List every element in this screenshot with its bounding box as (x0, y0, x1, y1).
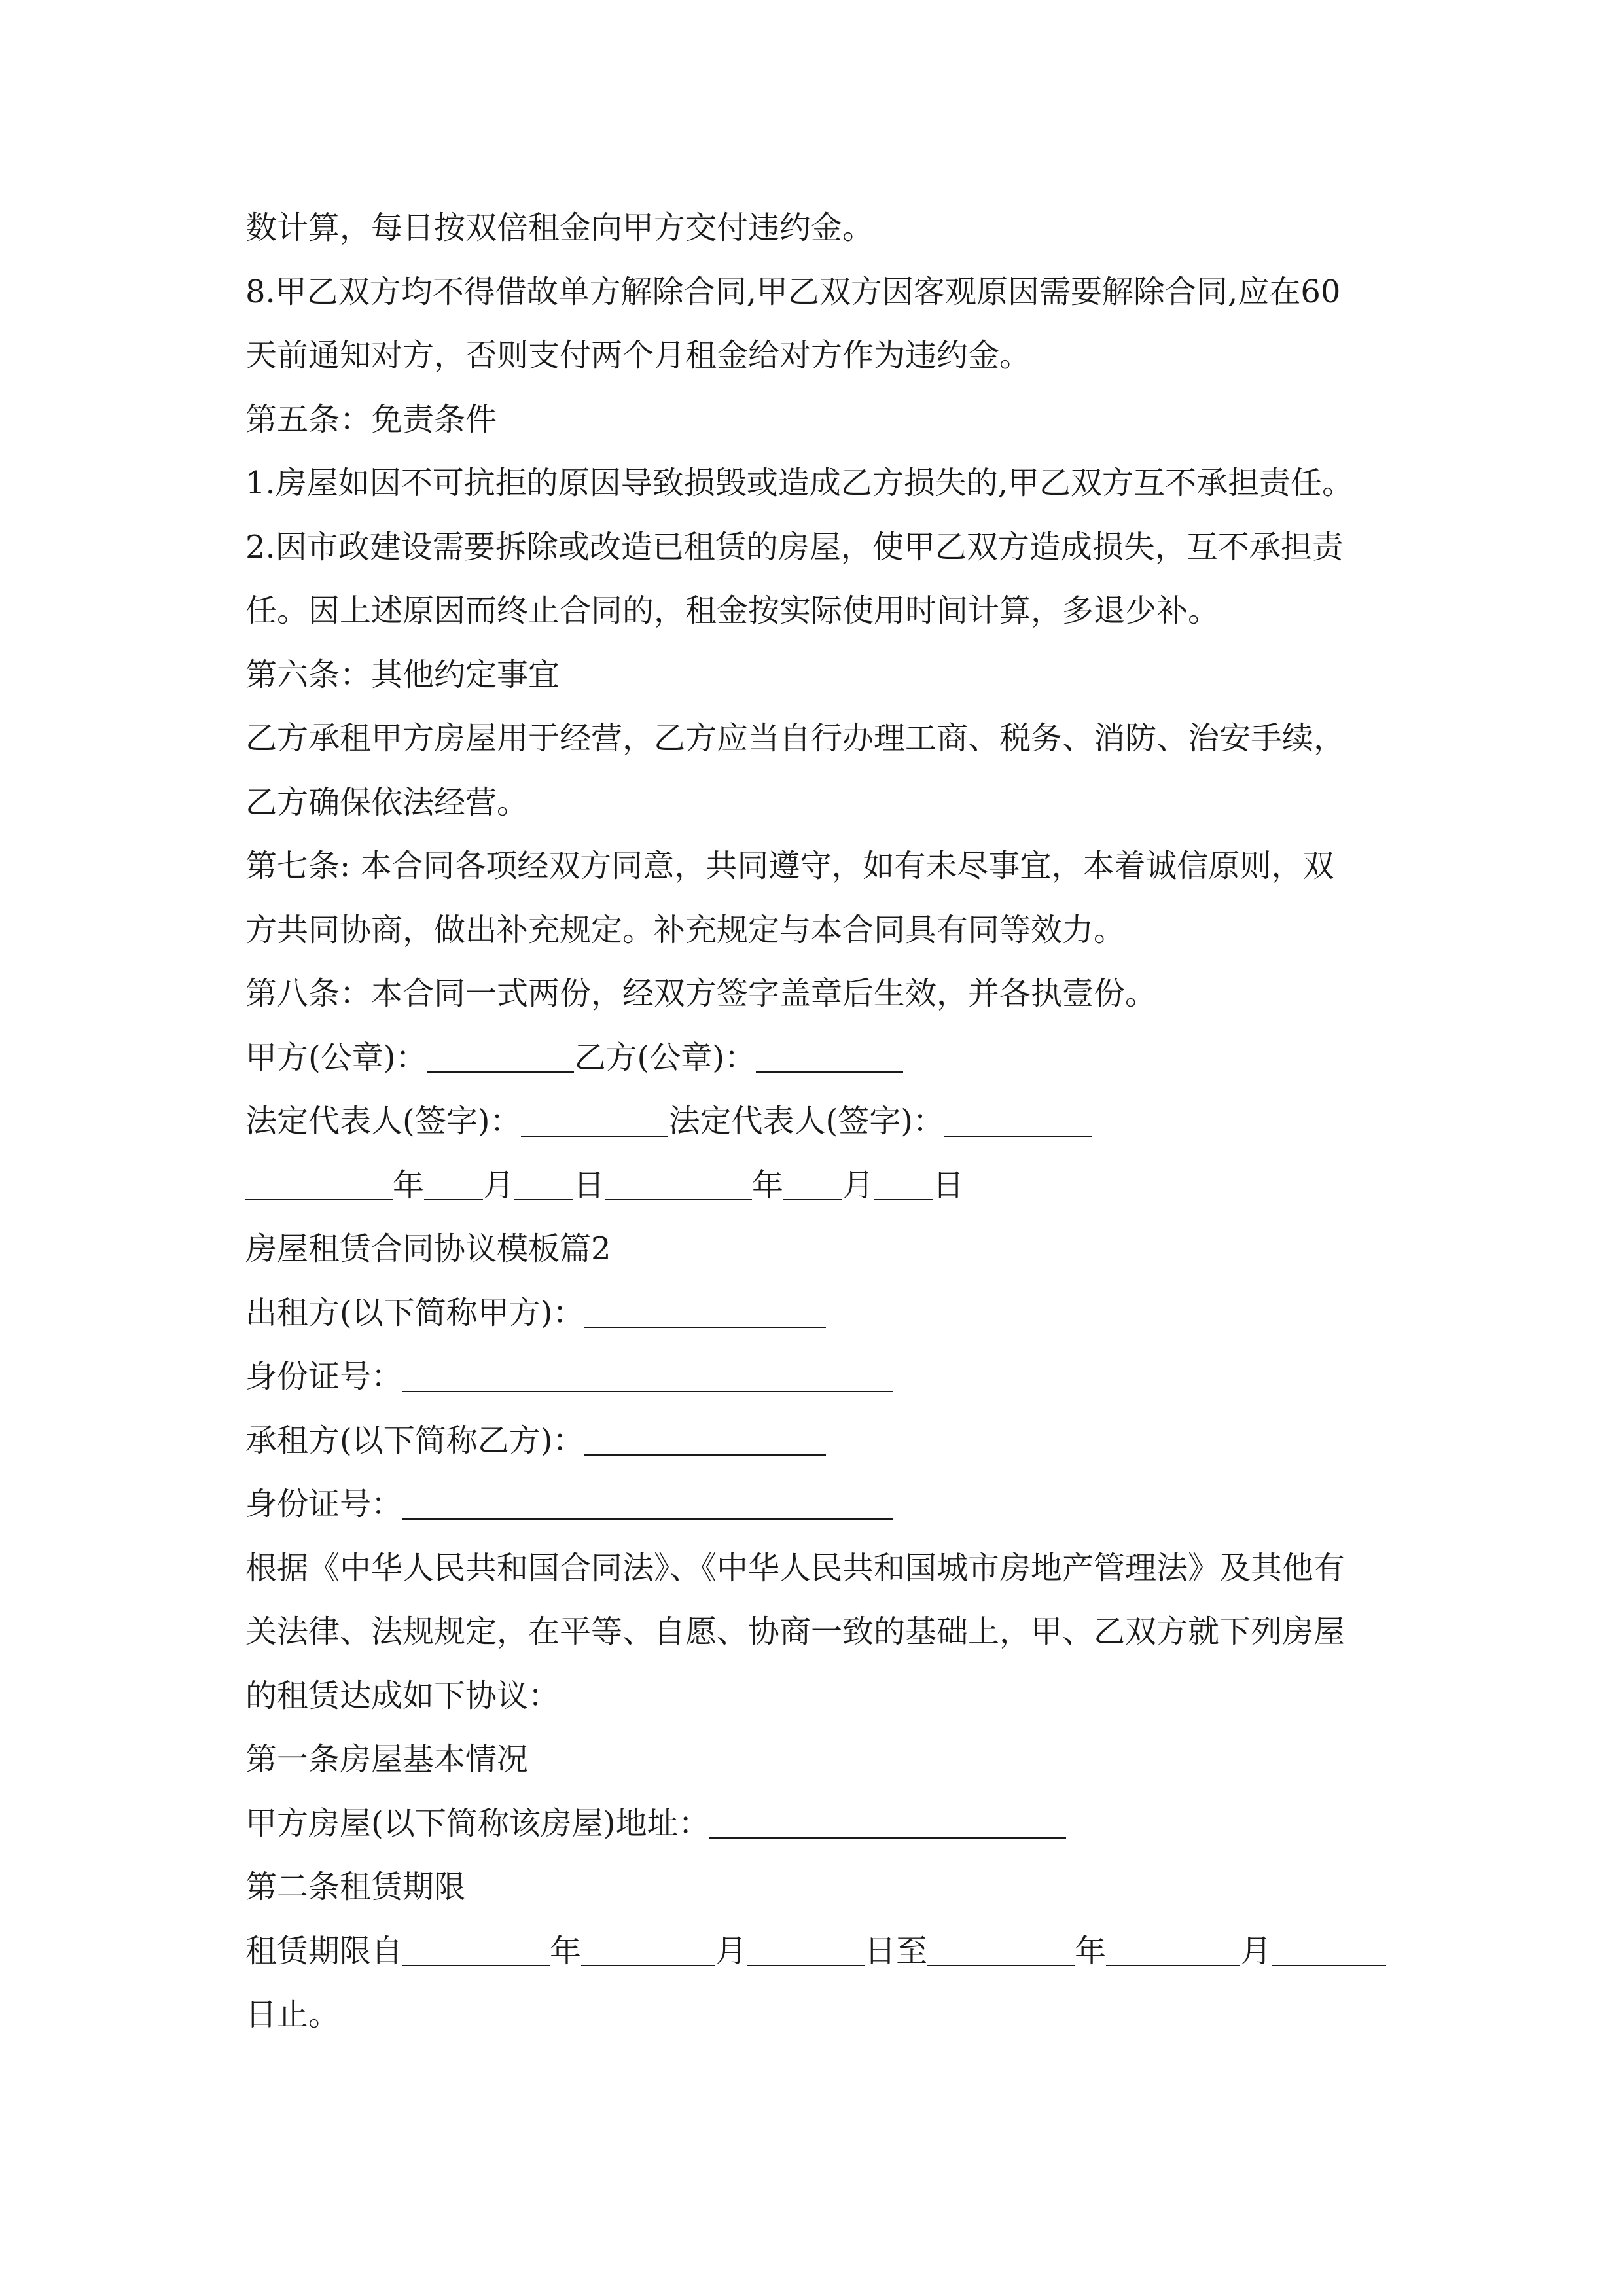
representative-line (245, 1090, 1397, 1154)
party-a-rep-blank (521, 1102, 668, 1137)
year-label: 年 (393, 1166, 425, 1204)
party-a-rep-label: 法定代表人(签字)： (245, 1103, 522, 1139)
party-b-seal-blank (756, 1037, 903, 1073)
start-month-blank (581, 1931, 715, 1966)
id-label: 身份证号： (245, 1486, 403, 1522)
party-a-month-blank (424, 1165, 483, 1200)
term-line (245, 1920, 1397, 1984)
day-label: 日 (933, 1166, 965, 1204)
paragraph-line: 的租赁达成如下协议： (245, 1677, 560, 1714)
party-b-rep-blank (944, 1102, 1092, 1137)
id-line-1 (245, 1345, 1397, 1409)
paragraph-line: 关法律、法规规定，在平等、自愿、协商一致的基础上，甲、乙双方就下列房屋 (245, 1613, 1346, 1650)
lessee-line (245, 1409, 1397, 1473)
date-line (245, 1154, 1397, 1218)
year-label: 年 (550, 1932, 582, 1969)
lessee-blank (584, 1420, 826, 1456)
paragraph-line: 8.甲乙双方均不得借故单方解除合同,甲乙双方因客观原因需要解除合同,应在60 (245, 273, 1341, 310)
paragraph-line: 2.因市政建设需要拆除或改造已租赁的房屋，使甲乙双方造成损失，互不承担责 (245, 528, 1344, 565)
term-start-label: 租赁期限自 (245, 1932, 403, 1969)
start-day-blank (747, 1931, 865, 1966)
paragraph-line: 任。因上述原因而终止合同的，租金按实际使用时间计算，多退少补。 (245, 592, 1220, 629)
end-year-blank (927, 1931, 1075, 1966)
lessor-line (245, 1282, 1397, 1346)
term-to-label: 日至 (865, 1932, 928, 1969)
article-heading: 第二条租赁期限 (245, 1869, 466, 1905)
id-line-2 (245, 1473, 1397, 1537)
lessor-label: 出租方(以下简称甲方)： (245, 1294, 584, 1331)
end-month-blank (1106, 1931, 1240, 1966)
party-b-seal-label: 乙方(公章)： (574, 1039, 756, 1076)
party-b-month-blank (783, 1165, 842, 1200)
id-label: 身份证号： (245, 1358, 403, 1395)
article-heading: 第一条房屋基本情况 (245, 1741, 529, 1778)
end-day-blank (1272, 1931, 1386, 1966)
paragraph-line: 乙方确保依法经营。 (245, 783, 529, 821)
month-label: 月 (1240, 1932, 1272, 1969)
article-heading: 第六条：其他约定事宜 (245, 656, 560, 693)
year-label: 年 (752, 1166, 784, 1204)
lessor-blank (584, 1293, 826, 1328)
paragraph-line: 方共同协商，做出补充规定。补充规定与本合同具有同等效力。 (245, 911, 1126, 948)
lessee-label: 承租方(以下简称乙方)： (245, 1422, 584, 1459)
paragraph-line: 第七条: 本合同各项经双方同意，共同遵守，如有未尽事宜，本着诚信原则，双 (245, 848, 1334, 884)
document-body (245, 196, 1397, 2047)
start-year-blank (402, 1931, 550, 1966)
paragraph-line: 第八条：本合同一式两份，经双方签字盖章后生效，并各执壹份。 (245, 975, 1157, 1012)
paragraph-line: 数计算，每日按双倍租金向甲方交付违约金。 (245, 209, 874, 246)
party-a-day-blank (514, 1165, 573, 1200)
month-label: 月 (842, 1166, 874, 1204)
article-heading: 第五条：免责条件 (245, 401, 497, 438)
party-b-day-blank (874, 1165, 933, 1200)
year-label: 年 (1075, 1932, 1107, 1969)
paragraph-line: 天前通知对方，否则支付两个月租金给对方作为违约金。 (245, 337, 1031, 374)
seal-line (245, 1026, 1397, 1090)
party-a-seal-label: 甲方(公章)： (245, 1039, 427, 1076)
id-blank-2 (402, 1484, 893, 1520)
day-label: 日 (573, 1166, 605, 1204)
month-label: 月 (483, 1166, 515, 1204)
party-a-year-blank (245, 1165, 393, 1200)
address-label: 甲方房屋(以下简称该房屋)地址： (245, 1804, 710, 1842)
term-end-line: 日止。 (245, 1996, 340, 2033)
paragraph-line: 乙方承租甲方房屋用于经营，乙方应当自行办理工商、税务、消防、治安手续， (245, 720, 1346, 757)
section-title: 房屋租赁合同协议模板篇2 (245, 1230, 611, 1267)
party-a-seal-blank (427, 1037, 574, 1073)
paragraph-line: 1.房屋如因不可抗拒的原因导致损毁或造成乙方损失的,甲乙双方互不承担责任。 (245, 465, 1354, 501)
address-blank (709, 1803, 1066, 1839)
party-b-year-blank (605, 1165, 752, 1200)
id-blank-1 (402, 1357, 893, 1392)
paragraph-line: 根据《中华人民共和国合同法》、《中华人民共和国城市房地产管理法》及其他有 (245, 1549, 1346, 1587)
party-b-rep-label: 法定代表人(签字)： (668, 1103, 944, 1139)
address-line (245, 1792, 1397, 1856)
month-label: 月 (715, 1932, 747, 1969)
